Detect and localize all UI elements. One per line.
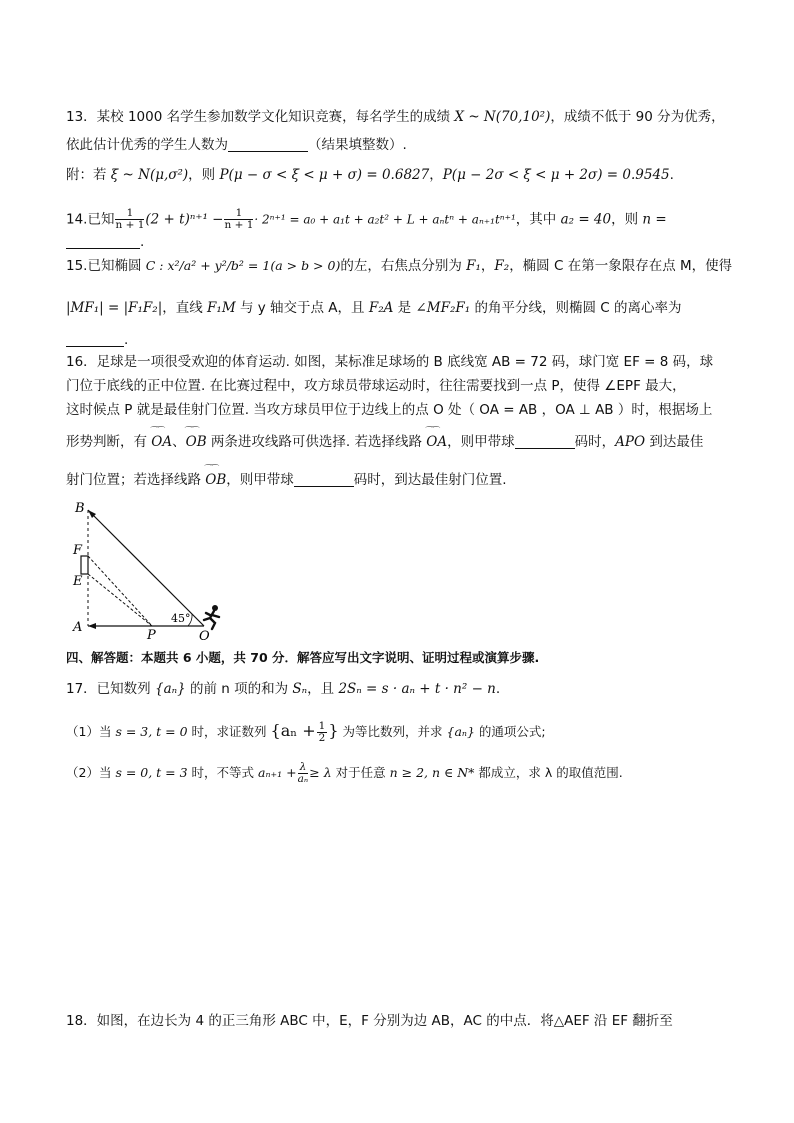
q13-prob-2sigma: P(μ − 2σ < ξ < μ + 2σ) = 0.9545	[442, 167, 670, 183]
q13-line-1	[66, 106, 734, 128]
q15-f2: F₂	[494, 258, 510, 274]
q16-route-oa: ⌒⌒ OA	[151, 430, 172, 454]
q15-line-2	[66, 297, 734, 319]
line-fp	[88, 556, 152, 626]
runner-icon	[204, 605, 219, 629]
q15-text-4: 与 y 轴交于点 A，且	[235, 300, 369, 316]
q17-p2-frac-num: λ	[299, 761, 307, 773]
q16-answer-blank-2[interactable]	[294, 472, 354, 487]
q13-xi-dist: ξ ~ N(μ,σ²)	[110, 167, 189, 183]
q15-line-1	[66, 255, 734, 277]
q16-apo: APO	[615, 434, 646, 450]
q17-sequence: {aₙ}	[154, 681, 186, 697]
q17-p2-ineq-b: ≥ λ	[309, 765, 332, 780]
q15-text-5: 是	[393, 300, 416, 316]
q14-condition: a₂ = 40	[560, 211, 612, 228]
q17-p1-label: （1）当	[66, 724, 116, 739]
q16-line-2: 门位于底线的正中位置. 在比赛过程中，攻方球员带球运动时，往往需要找到一点 P，使得 ∠EPF 最大，	[66, 378, 686, 394]
q13-prob-1sigma: P(μ − σ < ξ < μ + σ) = 0.6827	[219, 167, 430, 183]
q14-mid: ，其中	[515, 211, 561, 228]
q15-text-1: 的左，右焦点分别为	[340, 258, 467, 274]
question-15	[66, 255, 734, 351]
q15-text-3: ，直线	[162, 300, 208, 316]
q17-p1-seq-close: }	[328, 721, 339, 740]
q14-frac2-den: n + 1	[224, 219, 254, 231]
question-14	[66, 208, 734, 253]
q15-prefix: 15.已知椭圆	[66, 258, 146, 274]
q17-text-c: ，且	[307, 681, 339, 697]
q16-text-d: ，则甲带球	[447, 434, 515, 450]
label-a: A	[73, 620, 83, 635]
q17-p1-seq-open: {aₙ +	[270, 721, 316, 740]
q13-appendix-label: 附：若	[66, 167, 111, 183]
label-e: E	[73, 574, 83, 589]
q16-answer-blank-1[interactable]	[515, 434, 575, 449]
q16-text-5b: ，则甲带球	[226, 472, 294, 488]
q17-p2-ineq-a: aₙ₊₁ +	[258, 765, 297, 780]
q14-fraction-1	[115, 208, 144, 231]
q13-sep: ，	[429, 167, 443, 183]
q16-route-ob-2: ⌒⌒ OB	[205, 468, 226, 492]
goal-ef	[81, 556, 88, 574]
q13-distribution: X ~ N(70,10²)	[454, 109, 551, 125]
q16-field-diagram	[66, 496, 236, 646]
q17-p2-fraction	[298, 762, 309, 785]
label-angle: 45°	[171, 612, 191, 625]
q14-ask: n =	[642, 211, 667, 228]
q14-end: .	[140, 234, 145, 250]
q16-sep: 、	[172, 434, 186, 450]
q13-text: 13．某校 1000 名学生参加数学文化知识竞赛，每名学生的成绩	[66, 109, 455, 125]
q17-p2-text-d: 都成立，求 λ 的取值范围.	[474, 765, 623, 780]
q16-text-a: 形势判断，有	[66, 434, 152, 450]
q17-text-b: 的前 n 项的和为	[185, 681, 293, 697]
q17-p1-frac-num: 1	[318, 720, 326, 732]
q14-mid2: ，则	[611, 211, 643, 228]
q17-p1-sequence: {aₙ}	[446, 724, 475, 739]
q13-end: .	[669, 167, 674, 183]
question-13	[66, 106, 734, 186]
q15-end: .	[124, 332, 129, 348]
q17-equation: 2Sₙ = s · aₙ + t · n² − n	[338, 681, 496, 697]
q17-p1-condition: s = 3, t = 0	[115, 724, 188, 739]
route-ob	[88, 510, 204, 626]
label-f: F	[73, 543, 83, 558]
q17-p2-condition: s = 0, t = 3	[115, 765, 188, 780]
label-o: O	[199, 629, 210, 644]
q17-p2-frac-den: aₙ	[297, 773, 309, 785]
q14-frac2-num: 1	[224, 208, 253, 220]
q17-p1-fraction	[317, 721, 328, 744]
q17-part-1	[66, 720, 734, 744]
q16-text-c: 两条进攻线路可供选择. 若选择线路	[206, 434, 427, 450]
q17-p1-text: 时，求证数列	[187, 724, 271, 739]
q16-text-5c: 码时，到达最佳射门位置.	[353, 472, 507, 488]
q14-answer-blank[interactable]	[66, 234, 140, 249]
q16-text-g: 到达最佳	[645, 434, 704, 450]
q15-text-6: 的角平分线，则椭圆 C 的离心率为	[470, 300, 682, 316]
q15-f2a: F₂A	[368, 300, 394, 316]
q15-answer-blank[interactable]	[66, 332, 124, 347]
section-4-heading: 四、解答题：本题共 6 小题，共 70 分．解答应写出文字说明、证明过程或演算步骤.	[66, 650, 540, 665]
q17-p1-text-c: 为等比数列，并求	[338, 724, 447, 739]
q14-frac1-num: 1	[115, 208, 144, 220]
q17-part-2	[66, 762, 734, 785]
line-ep	[88, 574, 152, 626]
q13-note: （结果填整数）.	[308, 137, 407, 153]
q17-p2-text: 时，不等式	[187, 765, 259, 780]
q17-p2-label: （2）当	[66, 765, 116, 780]
q15-line-3	[66, 329, 734, 351]
q17-p1-frac-den: 2	[318, 732, 326, 744]
q17-p1-text-d: 的通项公式;	[474, 724, 546, 739]
q15-f1: F₁	[466, 258, 481, 274]
question-18: 18．如图，在边长为 4 的正三角形 ABC 中，E，F 分别为边 AB，AC 的中点．将△AEF 沿 EF 翻折至	[66, 1013, 673, 1029]
q17-line-1	[66, 678, 734, 700]
question-17	[66, 678, 734, 785]
q13-line-2	[66, 134, 734, 156]
q16-route-ob: ⌒⌒ OB	[186, 430, 207, 454]
q14-term-1: (2 + t)ⁿ⁺¹ −	[145, 211, 224, 228]
q15-line-f1m: F₁M	[207, 300, 236, 316]
q16-line-5	[66, 468, 734, 492]
q15-comma: ，	[480, 258, 495, 274]
label-p: P	[147, 628, 156, 643]
q14-fraction-2	[224, 208, 253, 231]
q13-line-3	[66, 164, 734, 186]
q14-frac1-den: n + 1	[115, 219, 145, 231]
q17-p2-domain: n ≥ 2, n ∈ N*	[389, 765, 475, 780]
q13-prompt: 依此估计优秀的学生人数为	[66, 137, 228, 153]
q13-text-b: ，成绩不低于 90 分为优秀，	[550, 109, 725, 125]
q17-text-a: 17．已知数列	[66, 681, 155, 697]
q16-line-4	[66, 430, 734, 454]
q15-ellipse-equation: C : x²/a² + y²/b² = 1(a > b > 0)	[145, 258, 341, 273]
label-b: B	[75, 501, 85, 516]
arrow-a	[88, 623, 96, 629]
q14-prefix: 14.已知	[66, 211, 115, 228]
q13-answer-blank[interactable]	[228, 137, 308, 152]
q16-text-e: 码时，	[574, 434, 616, 450]
q15-condition: |MF₁| = |F₁F₂|	[66, 300, 163, 316]
q15-angle: ∠MF₂F₁	[415, 300, 471, 316]
q16-text-5a: 射门位置；若选择线路	[66, 472, 206, 488]
q17-p2-text-c: 对于任意	[331, 765, 390, 780]
q16-line-1: 16．足球是一项很受欢迎的体育运动. 如图，某标准足球场的 B 底线宽 AB = 72 码，球门宽 EF = 8 码，球	[66, 354, 714, 370]
question-16	[66, 350, 734, 492]
q15-text-2: ，椭圆 C 在第一象限存在点 M，使得	[509, 258, 733, 274]
q13-text-c: ，则	[188, 167, 220, 183]
q16-route-oa-2: ⌒⌒ OA	[426, 430, 447, 454]
q14-expansion: · 2ⁿ⁺¹ = a₀ + a₁t + a₂t² + L + aₙtⁿ + aₙ₊₁tⁿ⁺¹	[254, 212, 516, 227]
q17-end: .	[495, 681, 501, 697]
q17-sn: Sₙ	[292, 681, 308, 697]
q16-line-3: 这时候点 P 就是最佳射门位置. 当攻方球员甲位于边线上的点 O 处（ OA = AB ，OA ⊥ AB ）时，根据场上	[66, 402, 713, 418]
